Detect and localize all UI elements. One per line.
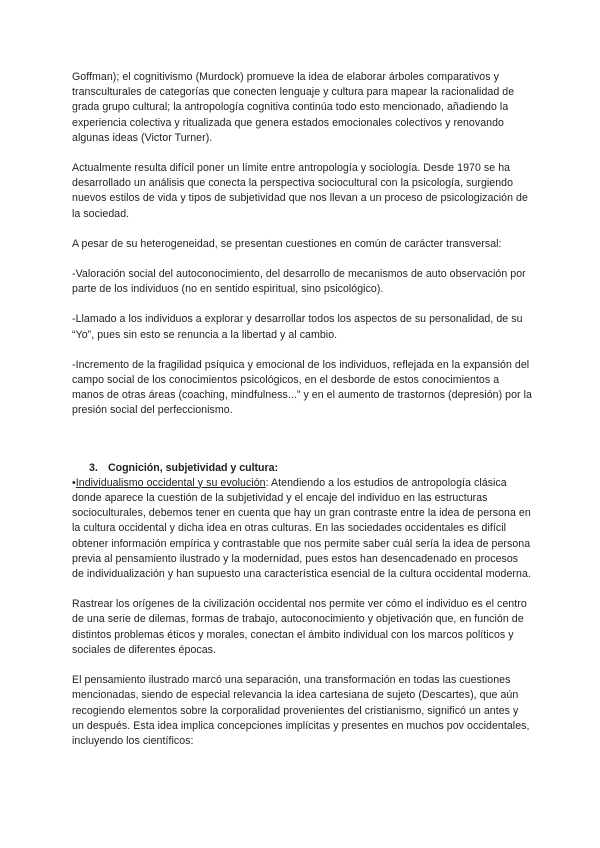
- underlined-term: Individualismo occidental y su evolución: [75, 476, 266, 489]
- bullet: •: [72, 476, 76, 489]
- paragraph-anthropology-sociology: Actualmente resulta difícil poner un límite entre antropología y sociología. Desde 1970 se ha desarrollado un análisis que conecta la perspectiva sociocultural con la psicología, surgiendo nuevos estilos de vida y tipos de subjetividad que nos llevan a un proceso de psicologización de la sociedad.: [72, 162, 528, 220]
- paragraph-cognitivism: Goffman); el cognitivismo (Murdock) promueve la idea de elaborar árboles comparativos y transculturales de categorías que conecten lenguaje y cultura para mapear la racionalidad de grada grupo cultural; la antropología cognitiva continúa todo esto mencionado, añadiendo la experiencia colectiva y ritualizada que genera estados emocionales colectivos y renovando algunas ideas (Victor Turner).: [72, 71, 515, 144]
- section-title: Cognición, subjetividad y cultura:: [107, 461, 279, 474]
- paragraph-individualism: [72, 476, 532, 582]
- paragraph-origins: Rastrear los orígenes de la civilización occidental nos permite ver cómo el individuo es el centro de una serie de dilemas, formas de trabajo, autoconocimiento y objetivación que, en función de distintos problemas éticos y morales, conectan el ámbito individual con los marcos políticos y sociales de diferentes épocas.: [72, 598, 527, 656]
- section-number: 3.: [89, 461, 98, 474]
- paragraph-enlightenment: El pensamiento ilustrado marcó una separación, una transformación en todas las cuestiones mencionadas, siendo de especial relevancia la idea cartesiana de sujeto (Descartes), que aún recogiendo elementos sobre la corporalidad provenientes del cristianismo, significó un antes y un después. Esta idea implica concepciones implícitas y presentes en muchos pov occidentales, incluyendo los científicos:: [72, 674, 530, 747]
- section-heading: [72, 461, 532, 476]
- list-item-self-knowledge: -Valoración social del autoconocimiento, del desarrollo de mecanismos de auto observación por parte de los individuos (no en sentido espiritual, sino psicológico).: [72, 268, 526, 296]
- paragraph-individualism-text: : Atendiendo a los estudios de antropología clásica donde aparece la cuestión de la subjetividad y el encaje del individuo en las estructuras socioculturales, debemos tener en cuenta que hay un gran contraste entre la idea de persona en la cultura occidental y dicha idea en otras culturas. En las sociedades occidentales es difícil obtener información empírica y contrastable que nos permite saber cuál sería la idea de persona previa al pensamiento ilustrado y la modernidad, pues estos han desencadenado en procesos de individualización y han supuesto una característica esencial de la cultura occidental moderna.: [72, 476, 531, 581]
- list-item-fragility: -Incremento de la fragilidad psíquica y emocional de los individuos, reflejada en la expansión del campo social de los conocimientos psicológicos, en el desborde de estos conocimientos a manos de otras áreas (coaching, mindfulness...” y en el aumento de trastornos (depresión) por la presión social del perfeccionismo.: [72, 358, 532, 417]
- paragraph-transversal-intro: A pesar de su heterogeneidad, se presentan cuestiones en común de carácter transversal:: [72, 237, 502, 250]
- document-page: [72, 70, 532, 749]
- list-item-personality: -Llamado a los individuos a explorar y desarrollar todos los aspectos de su personalidad, de su “Yo”, pues sin esto se renuncia a la libertad y al cambio.: [72, 313, 523, 341]
